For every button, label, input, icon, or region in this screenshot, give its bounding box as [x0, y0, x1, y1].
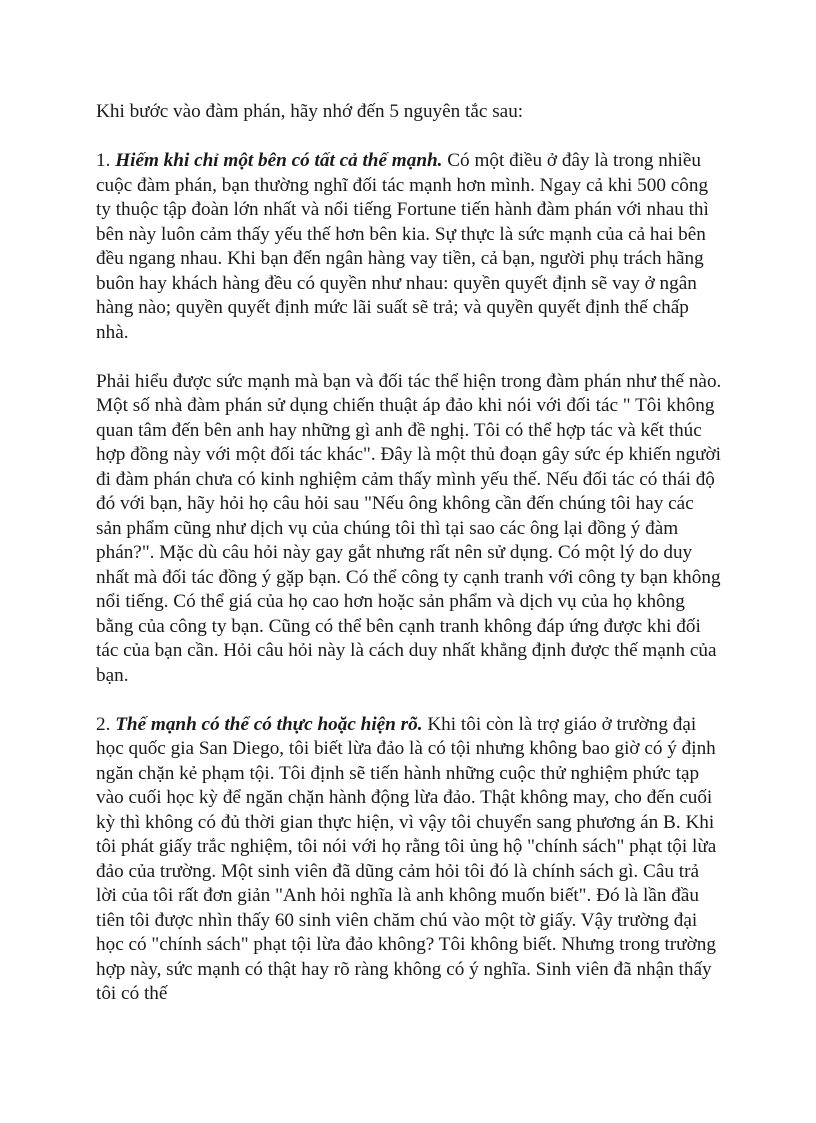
section-1-body: Có một điều ở đây là trong nhiều cuộc đàm phán, bạn thường nghĩ đối tác mạnh hơn mình. Ngay cả khi 500 công ty thuộc tập đoàn lớn nhất và nổi tiếng Fortune tiến hành đàm phán với nhau thì bên này luôn cảm thấy yếu thế hơn bên kia. Sự thực là sức mạnh của cả hai bên đều ngang nhau. Khi bạn đến ngân hàng vay tiền, cả bạn, người phụ trách hãng buôn hay khách hàng đều có quyền như nhau: quyền quyết định sẽ vay ở ngân hàng nào; quyền quyết định mức lãi suất sẽ trả; và quyền quyết định thế chấp nhà.	[96, 150, 709, 343]
section-1-heading: Hiếm khi chỉ một bên có tất cả thế mạnh.	[115, 150, 443, 171]
paragraph-gap	[96, 688, 722, 713]
section-2-number: 2.	[96, 713, 111, 735]
section-2-paragraph	[96, 713, 722, 1007]
section-2-body: Khi tôi còn là trợ giáo ở trường đại học quốc gia San Diego, tôi biết lừa đảo là có tội nhưng không bao giờ có ý định ngăn chặn kẻ phạm tội. Tôi định sẽ tiến hành những cuộc thử nghiệm phức tạp vào cuối học kỳ để ngăn chặn hành động lừa đảo. Thật không may, cho đến cuối kỳ thì không có đủ thời gian thực hiện, vì vậy tôi chuyển sang phương án B. Khi tôi phát giấy trắc nghiệm, tôi nói với họ rằng tôi ủng hộ "chính sách" phạt tội lừa đảo của trường. Một sinh viên đã dũng cảm hỏi tôi đó là chính sách gì. Câu trả lời của tôi rất đơn giản "Anh hỏi nghĩa là anh không muốn biết". Đó là lần đầu tiên tôi được nhìn thấy 60 sinh viên chăm chú vào một tờ giấy. Vậy trường đại học có "chính sách" phạt tội lừa đảo không? Tôi không biết. Nhưng trong trường hợp này, sức mạnh có thật hay rõ ràng không có ý nghĩa. Sinh viên đã nhận thấy tôi có thế	[96, 713, 717, 1004]
document-page	[96, 100, 722, 1007]
paragraph-gap	[96, 345, 722, 370]
paragraph-gap	[96, 125, 722, 150]
paragraph-2: Phải hiểu được sức mạnh mà bạn và đối tác thể hiện trong đàm phán như thế nào. Một số nhà đàm phán sử dụng chiến thuật áp đảo khi nói với đối tác " Tôi không quan tâm đến bên anh hay những gì anh đề nghị. Tôi có thể hợp tác và kết thúc hợp đồng này với một đối tác khác". Đây là một thủ đoạn gây sức ép khiến người đi đàm phán chưa có kinh nghiệm cảm thấy mình yếu thế. Nếu đối tác có thái độ đó với bạn, hãy hỏi họ câu hỏi sau "Nếu ông không cần đến chúng tôi hay các sản phẩm cũng như dịch vụ của chúng tôi thì tại sao các ông lại đồng ý đàm phán?". Mặc dù câu hỏi này gay gắt nhưng rất nên sử dụng. Có một lý do duy nhất mà đối tác đồng ý gặp bạn. Có thể công ty cạnh tranh với công ty bạn không nổi tiếng. Có thể giá của họ cao hơn hoặc sản phẩm và dịch vụ của họ không bằng của công ty bạn. Cũng có thể bên cạnh tranh không đáp ứng được khi đối tác của bạn cần. Hỏi câu hỏi này là cách duy nhất khẳng định được thế mạnh của bạn.	[96, 370, 722, 686]
intro-paragraph: Khi bước vào đàm phán, hãy nhớ đến 5 nguyên tắc sau:	[96, 101, 524, 122]
section-2-heading: Thế mạnh có thể có thực hoặc hiện rõ.	[115, 713, 423, 735]
section-1-paragraph	[96, 149, 722, 345]
section-1-number: 1.	[96, 150, 111, 171]
